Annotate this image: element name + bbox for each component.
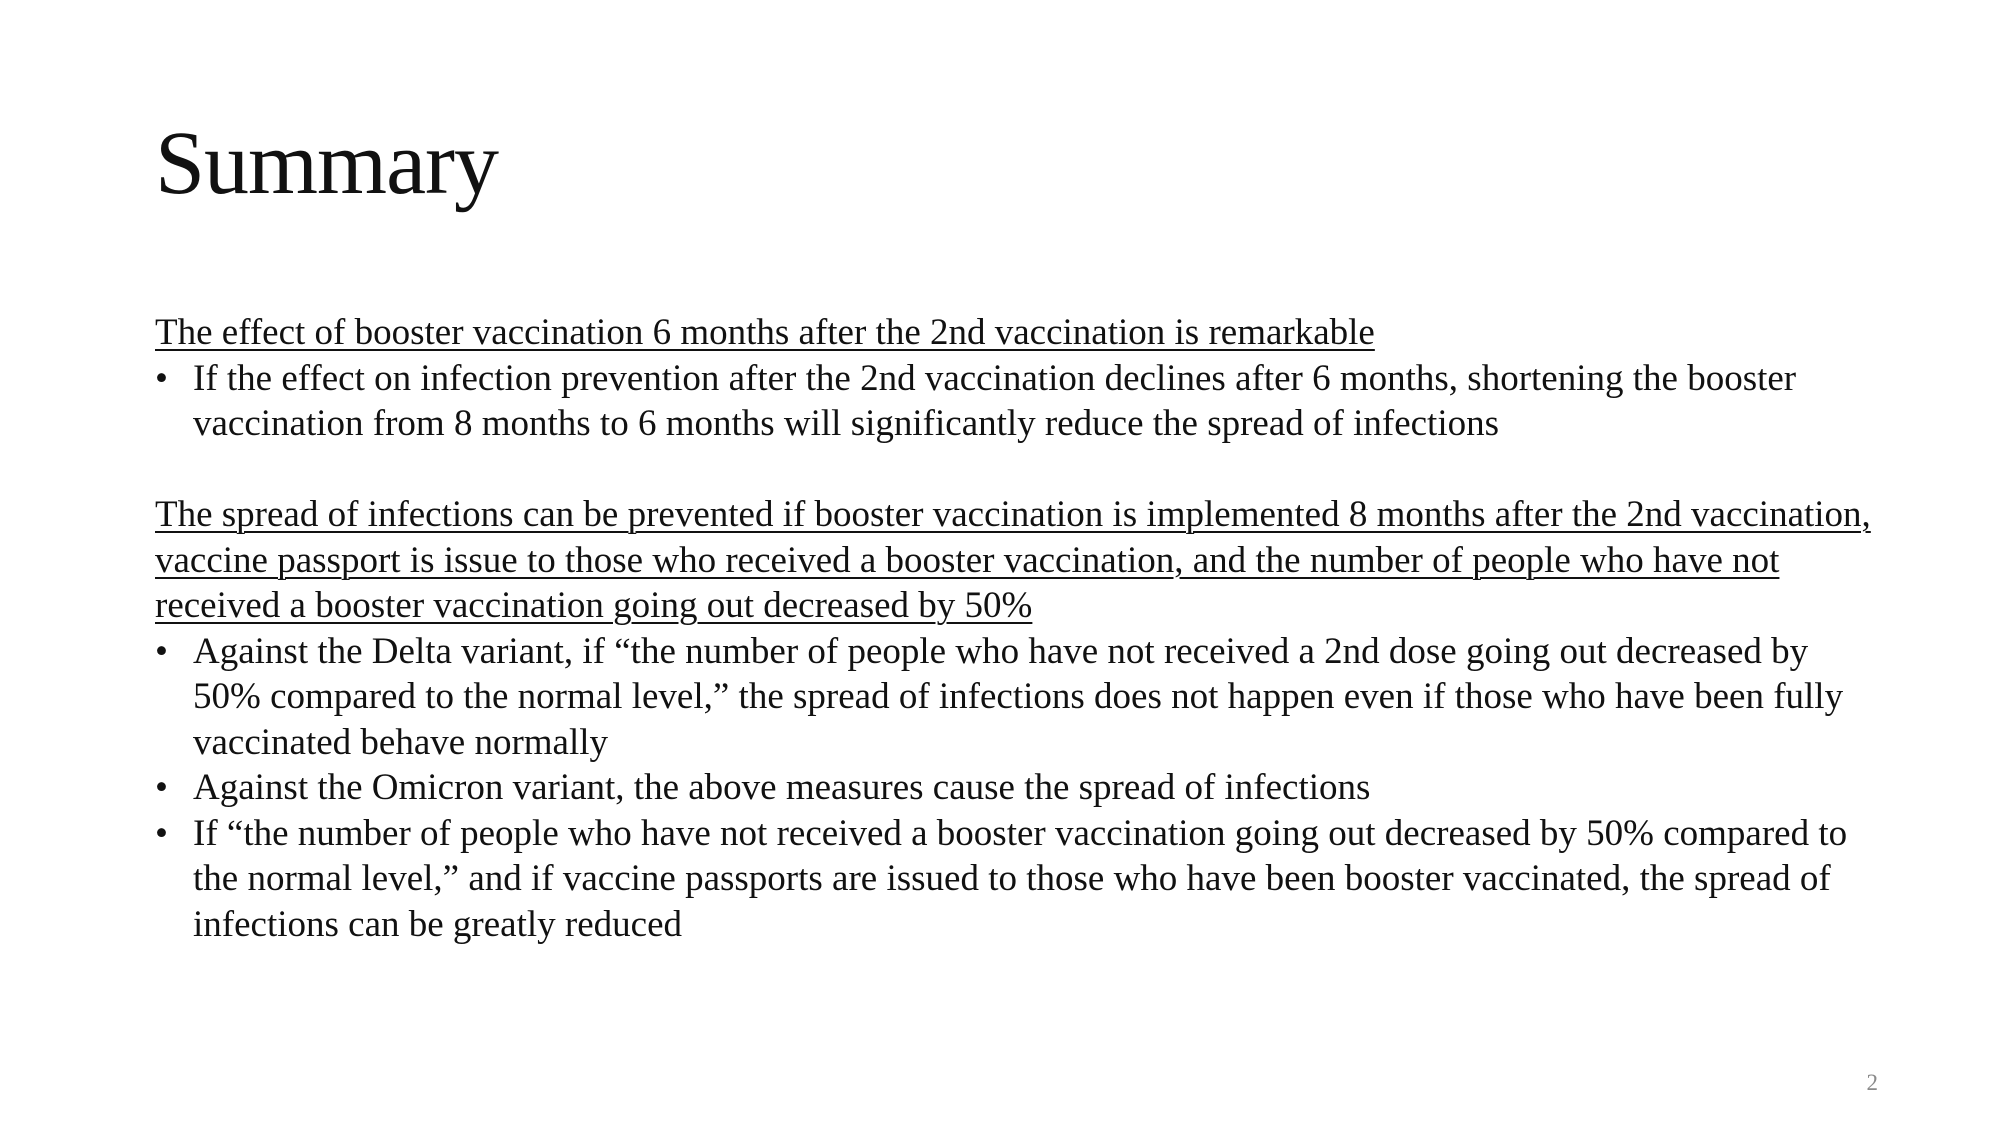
section-heading: The effect of booster vaccination 6 months after the 2nd vaccination is remarkable bbox=[155, 312, 1375, 353]
summary-section-prevention-measures bbox=[155, 492, 1875, 947]
bullet-list bbox=[155, 356, 1875, 447]
bullet-item bbox=[155, 765, 1875, 811]
summary-section-booster-timing bbox=[155, 310, 1875, 447]
section-heading: The spread of infections can be prevented if booster vaccination is implemented 8 months after the 2nd vaccination, vaccine passport is issue to those who received a booster vaccination, and the number of people who have not received a booster vaccination going out decreased by 50% bbox=[155, 494, 1871, 626]
bullet-item bbox=[155, 629, 1875, 766]
bullet-text: Against the Delta variant, if “the number of people who have not received a 2nd dose going out decreased by 50% compared to the normal level,” the spread of infections does not happen even if those who have been fully vaccinated behave normally bbox=[193, 630, 1844, 763]
bullet-text: If the effect on infection prevention after the 2nd vaccination declines after 6 months, shortening the booster vaccination from 8 months to 6 months will significantly reduce the spread of infections bbox=[193, 357, 1797, 444]
bullet-icon: • bbox=[155, 630, 168, 672]
slide-content bbox=[155, 310, 1875, 947]
bullet-icon: • bbox=[155, 812, 168, 854]
slide-title: Summary bbox=[155, 114, 498, 213]
bullet-item bbox=[155, 356, 1875, 447]
bullet-icon: • bbox=[155, 767, 168, 808]
bullet-icon: • bbox=[155, 357, 168, 399]
bullet-item bbox=[155, 811, 1875, 948]
bullet-text: Against the Omicron variant, the above measures cause the spread of infections bbox=[193, 767, 1371, 808]
bullet-list bbox=[155, 629, 1875, 948]
page-number: 2 bbox=[1866, 1070, 1878, 1095]
bullet-text: If “the number of people who have not received a booster vaccination going out decreased by 50% compared to the normal level,” and if vaccine passports are issued to those who have been booster vaccinated, the spread of infections can be greatly reduced bbox=[193, 812, 1848, 945]
